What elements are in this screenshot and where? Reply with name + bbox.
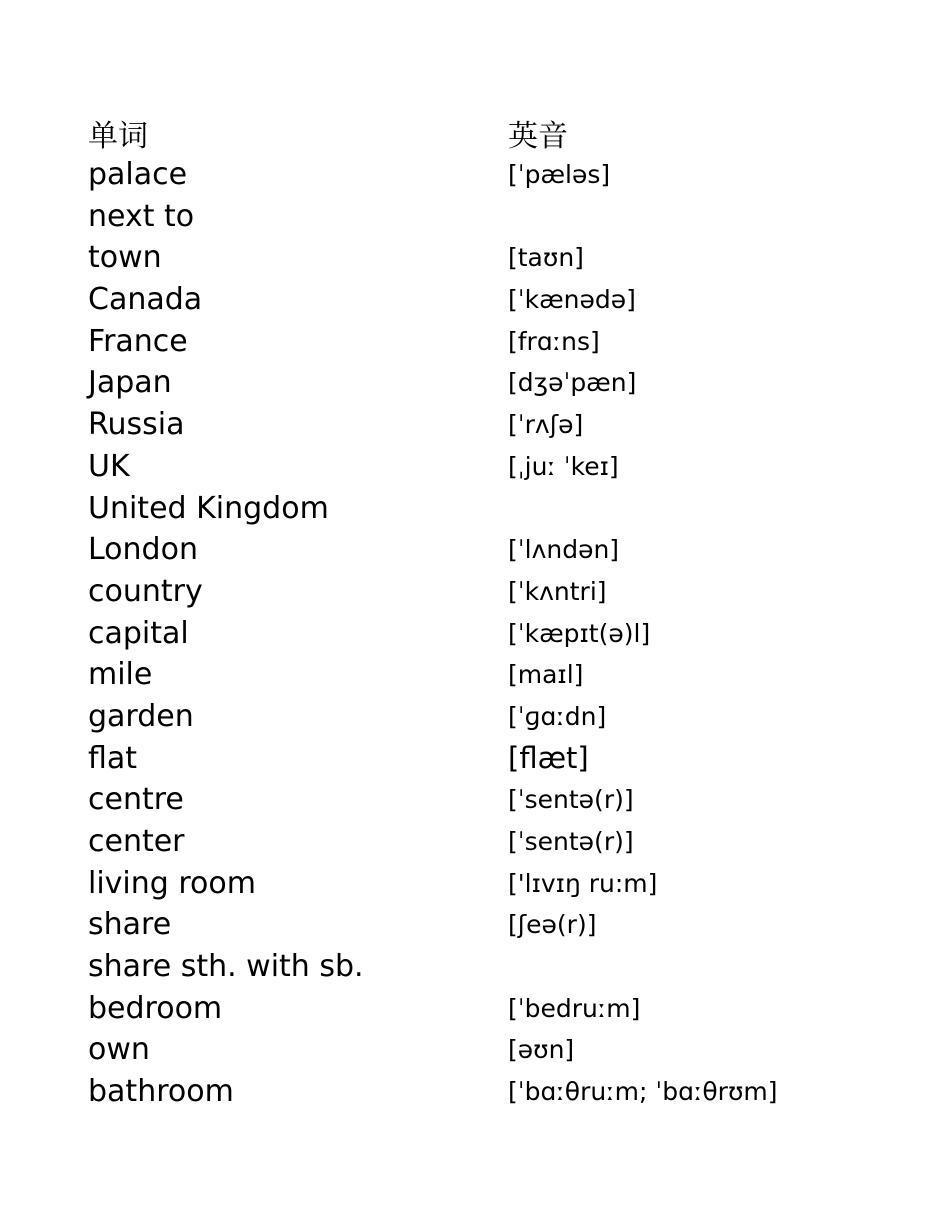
phonetic-cell: [ˈkæpɪt(ə)l] <box>508 618 651 648</box>
phonetic-cell: [ˈkænədə] <box>508 285 636 315</box>
phonetic-cell: [maɪl] <box>508 660 584 690</box>
word-cell: own <box>88 1032 150 1068</box>
word-cell: centre <box>88 782 184 818</box>
table-row <box>88 612 888 654</box>
table-row <box>88 696 888 738</box>
word-cell: share sth. with sb. <box>88 949 364 985</box>
phonetic-cell: [frɑːns] <box>508 326 600 356</box>
table-row <box>88 1071 888 1113</box>
word-cell: Russia <box>88 407 185 443</box>
word-cell: town <box>88 240 162 276</box>
table-row <box>88 571 888 613</box>
table-row <box>88 654 888 696</box>
phonetic-cell: [ˈkʌntri] <box>508 576 607 606</box>
word-cell: palace <box>88 157 188 193</box>
phonetic-cell: [ˈlʌndən] <box>508 535 620 565</box>
phonetic-cell: [ˈsentə(r)] <box>508 827 634 857</box>
phonetic-cell: [ʃeə(r)] <box>508 910 597 940</box>
table-row <box>88 320 888 362</box>
phonetic-column-header: 英音 <box>508 118 568 154</box>
table-row <box>88 821 888 863</box>
table-row <box>88 862 888 904</box>
phonetic-cell: [ˈsentə(r)] <box>508 785 634 815</box>
word-cell: Japan <box>88 365 172 401</box>
phonetic-cell: [ˌjuː ˈkeɪ] <box>508 451 619 481</box>
phonetic-cell: [taʊn] <box>508 243 584 273</box>
word-cell: living room <box>88 865 256 901</box>
vocabulary-table <box>88 112 888 1113</box>
table-row <box>88 446 888 488</box>
table-row <box>88 946 888 988</box>
table-row <box>88 154 888 196</box>
table-row <box>88 904 888 946</box>
phonetic-cell: [flæt] <box>508 741 589 776</box>
word-cell: next to <box>88 198 195 234</box>
word-cell: UK <box>88 448 130 484</box>
table-row <box>88 404 888 446</box>
word-cell: bathroom <box>88 1074 234 1110</box>
phonetic-cell: [ˈrʌʃə] <box>508 410 584 440</box>
word-cell: United Kingdom <box>88 490 329 526</box>
phonetic-cell: [əʊn] <box>508 1035 575 1065</box>
table-row <box>88 1029 888 1071</box>
word-cell: center <box>88 824 185 860</box>
word-cell: mile <box>88 657 153 693</box>
table-row <box>88 487 888 529</box>
table-row <box>88 237 888 279</box>
phonetic-cell: ['lɪvɪŋ ru:m] <box>508 868 658 898</box>
word-cell: capital <box>88 615 189 651</box>
word-cell: flat <box>88 740 138 776</box>
phonetic-cell: [ˈɡɑːdn] <box>508 701 607 731</box>
phonetic-cell: [ˈpæləs] <box>508 160 611 190</box>
table-row <box>88 529 888 571</box>
table-row <box>88 362 888 404</box>
table-header-row <box>88 112 888 154</box>
word-cell: country <box>88 573 203 609</box>
word-cell: garden <box>88 698 194 734</box>
word-column-header: 单词 <box>88 118 148 154</box>
word-cell: Canada <box>88 282 203 318</box>
table-row <box>88 779 888 821</box>
table-row <box>88 279 888 321</box>
phonetic-cell: [ˈbɑːθruːm; ˈbɑːθrʊm] <box>508 1077 778 1107</box>
table-row <box>88 737 888 779</box>
phonetic-cell: [ˈbedruːm] <box>508 993 641 1023</box>
word-cell: London <box>88 532 198 568</box>
phonetic-cell: [dʒəˈpæn] <box>508 368 637 398</box>
table-row <box>88 987 888 1029</box>
table-row <box>88 195 888 237</box>
word-cell: share <box>88 907 172 943</box>
word-cell: France <box>88 323 188 359</box>
word-cell: bedroom <box>88 990 223 1026</box>
